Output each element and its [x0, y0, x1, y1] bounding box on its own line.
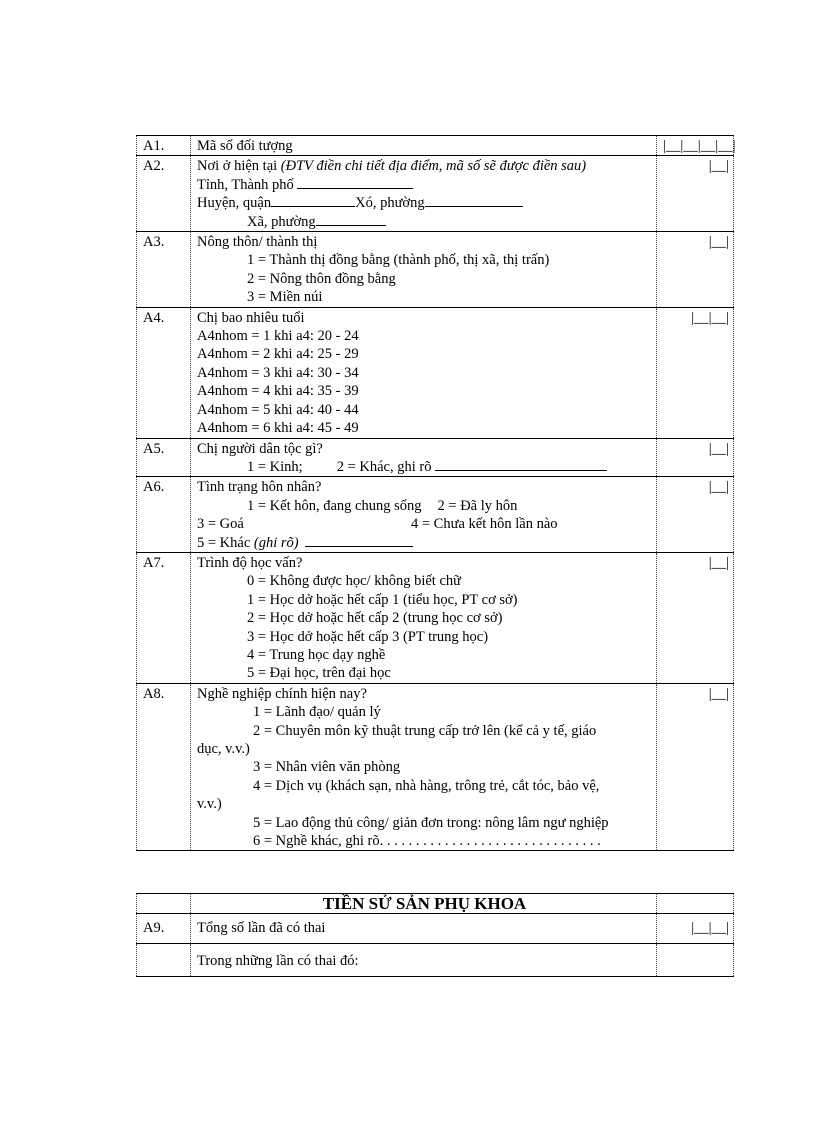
option: 4 = Trung học dạy nghề — [247, 646, 386, 663]
question-code: A4. — [137, 307, 191, 438]
question-code: A5. — [137, 438, 191, 477]
answer-code-box[interactable]: |__| — [657, 232, 734, 308]
option-continued: v.v.) — [197, 796, 222, 813]
option: 1 = Kết hôn, đang chung sống 2 = Đã ly hôn — [247, 497, 518, 514]
question-title: Chị bao nhiêu tuổi — [197, 309, 305, 326]
question-row-a1 — [137, 136, 734, 156]
option: A4nhom = 2 khi a4: 25 - 29 — [197, 346, 359, 363]
section-heading-row — [137, 894, 734, 914]
option: A4nhom = 4 khi a4: 35 - 39 — [197, 383, 359, 400]
question-code: A3. — [137, 232, 191, 308]
answer-code-box[interactable]: |__|__|__|__| — [657, 136, 734, 156]
section-title: TIỀN SỬ SẢN PHỤ KHOA — [191, 894, 657, 914]
option: 5 = Đại học, trên đại học — [247, 665, 391, 682]
empty-cell — [137, 894, 191, 914]
option: 1 = Học dở hoặc hết cấp 1 (tiểu học, PT cơ sở) — [247, 591, 518, 608]
question-code: A6. — [137, 477, 191, 553]
answer-code-box[interactable]: |__| — [657, 477, 734, 553]
question-code: A7. — [137, 552, 191, 683]
question-row-a7 — [137, 552, 734, 683]
option: 4 = Dịch vụ (khách sạn, nhà hàng, trông trẻ, cắt tóc, bảo vệ, — [253, 777, 600, 794]
question-row-a9 — [137, 914, 734, 943]
question-text — [191, 307, 657, 438]
option: 3 = Nhân viên văn phòng — [253, 759, 401, 776]
district-ward-field[interactable]: Huyện, quận Xó, phường — [197, 194, 652, 212]
option: A4nhom = 1 khi a4: 20 - 24 — [197, 328, 359, 345]
option: 3 = Học dở hoặc hết cấp 3 (PT trung học) — [247, 628, 489, 645]
answer-code-box[interactable]: |__| — [657, 683, 734, 851]
question-row-a4 — [137, 307, 734, 438]
option: 2 = Học dở hoặc hết cấp 2 (trung học cơ sở) — [247, 610, 503, 627]
answer-code-box[interactable]: |__| — [657, 438, 734, 477]
option: 1 = Thành thị đồng bằng (thành phố, thị xã, thị trấn) — [247, 252, 550, 269]
demographics-table — [136, 135, 734, 851]
question-text — [191, 552, 657, 683]
question-code: A1. — [137, 136, 191, 156]
option: 5 = Khác (ghi rõ) — [197, 534, 652, 552]
option: 2 = Chuyên môn kỹ thuật trung cấp trở lên (kể cả y tế, giáo — [253, 722, 597, 739]
question-title: Chị người dân tộc gì? — [197, 440, 323, 457]
option: A4nhom = 3 khi a4: 30 - 34 — [197, 364, 359, 381]
option-continued: dục, v.v.) — [197, 741, 250, 757]
question-row-a6 — [137, 477, 734, 553]
answer-code-box[interactable]: |__| — [657, 156, 734, 232]
option: A4nhom = 6 khi a4: 45 - 49 — [197, 420, 359, 437]
answer-code-box[interactable]: |__| — [657, 552, 734, 683]
empty-cell — [657, 894, 734, 914]
question-title: Trình độ học vấn? — [197, 554, 303, 571]
option: 0 = Không được học/ không biết chữ — [247, 573, 461, 590]
option: 3 = Goá 4 = Chưa kết hôn lần nào — [197, 516, 558, 533]
answer-code-box[interactable]: |__|__| — [657, 914, 734, 943]
obstetric-history-table — [136, 893, 734, 977]
question-title: Nông thôn/ thành thị — [197, 234, 318, 251]
question-text — [191, 683, 657, 851]
option: 1 = Lãnh đạo/ quản lý — [253, 704, 381, 721]
question-row-pregnancies — [137, 943, 734, 976]
option: A4nhom = 5 khi a4: 40 - 44 — [197, 401, 359, 418]
question-row-a3 — [137, 232, 734, 308]
question-title: Nghề nghiệp chính hiện nay? — [197, 685, 367, 702]
option: 6 = Nghề khác, ghi rõ. . . . . . . . . . . . . . . . . . . . . . . . . . . . . . . — [253, 833, 601, 850]
question-text — [191, 477, 657, 553]
option: 5 = Lao động thủ công/ giản đơn trong: nông lâm ngư nghiệp — [253, 814, 609, 831]
option: 3 = Miền núi — [247, 289, 323, 306]
empty-cell — [657, 943, 734, 976]
question-row-a2 — [137, 156, 734, 232]
commune-field[interactable]: Xã, phường — [197, 213, 652, 231]
province-field[interactable]: Tỉnh, Thành phố — [197, 176, 652, 194]
option: 2 = Nông thôn đồng bằng — [247, 270, 396, 287]
question-row-a5 — [137, 438, 734, 477]
question-text: Trong những lần có thai đó: — [191, 943, 657, 976]
question-text — [191, 156, 657, 232]
question-text: Tổng số lần đã có thai — [191, 914, 657, 943]
question-text — [191, 438, 657, 477]
question-code: A2. — [137, 156, 191, 232]
answer-code-box[interactable]: |__|__| — [657, 307, 734, 438]
question-row-a8 — [137, 683, 734, 851]
question-code: A9. — [137, 914, 191, 943]
question-text — [191, 232, 657, 308]
question-title: Mã số đối tượng — [197, 138, 293, 154]
empty-cell — [137, 943, 191, 976]
question-text — [191, 136, 657, 156]
question-title: Tình trạng hôn nhân? — [197, 479, 322, 496]
option: 1 = Kinh; 2 = Khác, ghi rõ — [197, 458, 652, 476]
question-code: A8. — [137, 683, 191, 851]
question-title: Nơi ở hiện tại (ĐTV điền chi tiết địa điểm, mã số sẽ được điền sau) — [197, 158, 587, 175]
